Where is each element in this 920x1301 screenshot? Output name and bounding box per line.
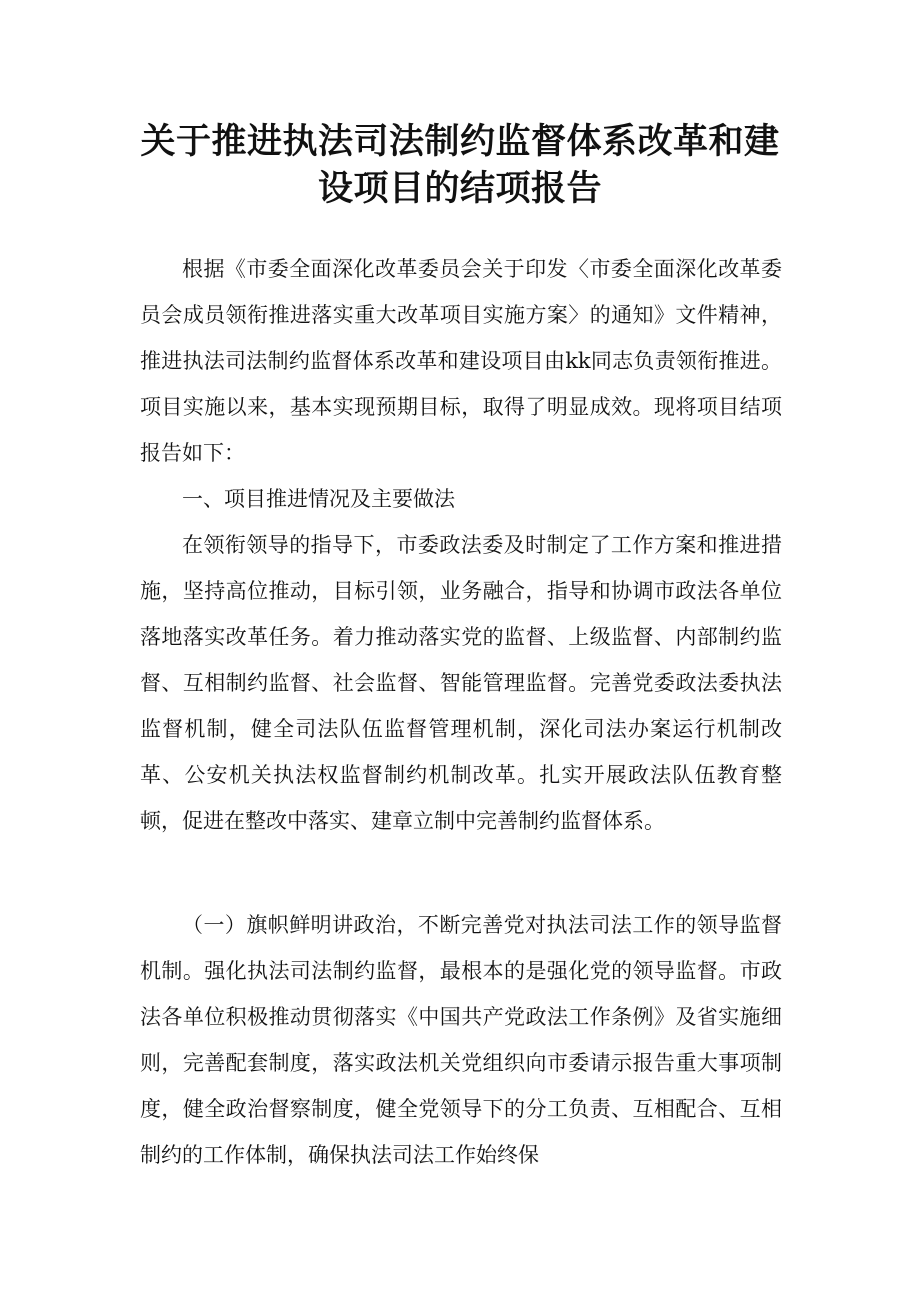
section-heading: 一、项目推进情况及主要做法 [182, 487, 455, 511]
document-title-line-2: 设项目的结项报告 [317, 169, 602, 209]
section-heading-block [140, 476, 782, 522]
subsection-paragraph: （一）旗帜鲜明讲政治，不断完善党对执法司法工作的领导监督机制。强化执法司法制约监督，最根本的是强化党的领导监督。市政法各单位积极推动贯彻落实《中国共产党政法工作条例》及省实施细则，完善配套制度，落实政法机关党组织向市委请示报告重大事项制度，健全政治督察制度，健全党领导下的分工负责、互相配合、互相制约的工作体制，确保执法司法工作始终保 [140, 913, 782, 1167]
section-paragraph: 在领衔领导的指导下，市委政法委及时制定了工作方案和推进措施，坚持高位推动，目标引领，业务融合，指导和协调市政法各单位落地落实改革任务。着力推动落实党的监督、上级监督、内部制约监督、互相制约监督、社会监督、智能管理监督。完善党委政法委执法监督机制，健全司法队伍监督管理机制，深化司法办案运行机制改革、公安机关执法权监督制约机制改革。扎实开展政法队伍教育整顿，促进在整改中落实、建章立制中完善制约监督体系。 [140, 533, 782, 833]
document-title-line-1: 关于推进执法司法制约监督体系改革和建 [140, 122, 780, 162]
intro-paragraph: 根据《市委全面深化改革委员会关于印发〈市委全面深化改革委员会成员领衔推进落实重大改革项目实施方案〉的通知》文件精神，推进执法司法制约监督体系改革和建设项目由kk同志负责领衔推进。项目实施以来，基本实现预期目标，取得了明显成效。现将项目结项报告如下： [140, 257, 782, 465]
intro-paragraph-block [140, 246, 782, 476]
subsection-paragraph-block [140, 902, 782, 1178]
section-paragraph-block [140, 522, 782, 844]
